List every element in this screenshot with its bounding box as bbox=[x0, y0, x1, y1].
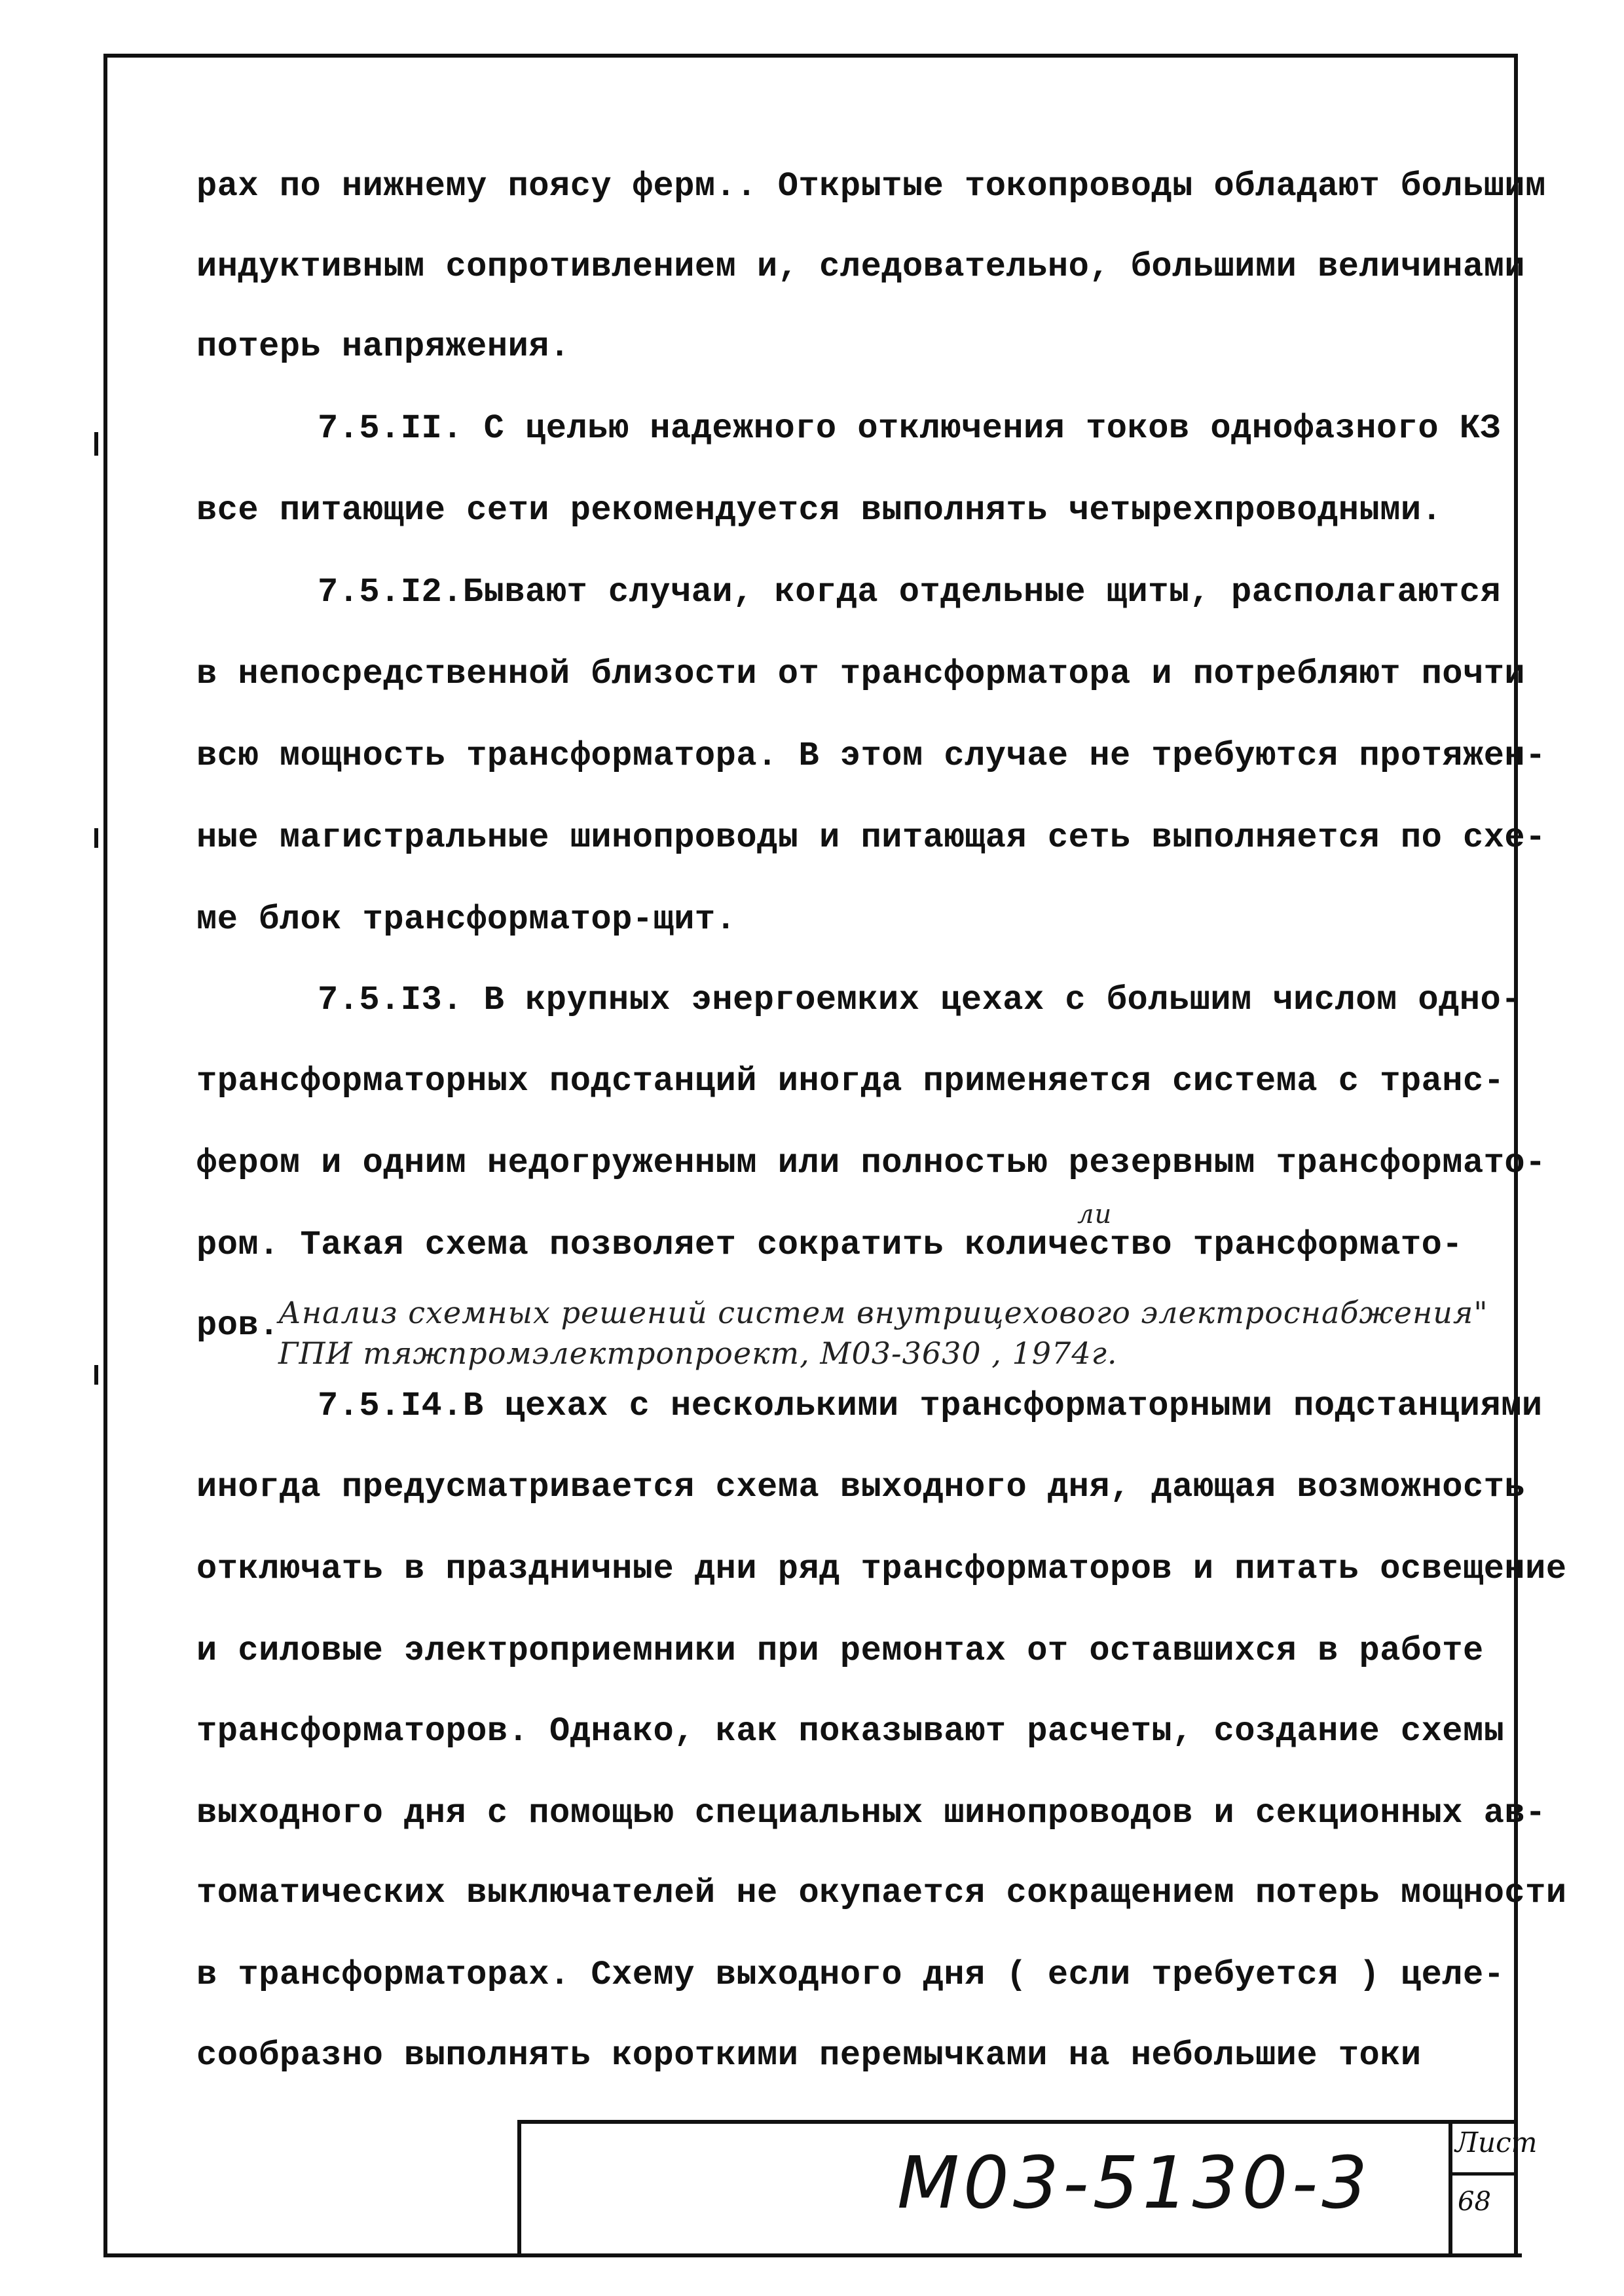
text-line: в трансформаторах. Схему выходного дня ( если требуется ) целе- bbox=[196, 1956, 1505, 1994]
sheet-divider bbox=[1449, 2172, 1518, 2176]
text-line: потерь напряжения. bbox=[196, 327, 570, 366]
text-line: в непосредственной близости от трансформатора и потребляют почти bbox=[196, 655, 1526, 693]
text-line: и силовые электроприемники при ремонтах от оставшихся в работе bbox=[196, 1631, 1484, 1670]
paragraph-7-5-12: 7.5.I2.Бывают случаи, когда отдельные щиты, располагаются bbox=[318, 573, 1502, 611]
text-line: сообразно выполнять короткими перемычками на небольшие токи bbox=[196, 2036, 1422, 2075]
handwritten-insert: ли bbox=[1077, 1199, 1113, 1230]
document-code: М03-5130-3 bbox=[897, 2141, 1372, 2225]
text-line: томатических выключателей не окупается сокращением потерь мощности bbox=[196, 1874, 1567, 1912]
paragraph-7-5-11: 7.5.II. С целью надежного отключения токов однофазного КЗ bbox=[318, 409, 1502, 448]
text-line: ме блок трансформатор-щит. bbox=[196, 900, 737, 939]
sheet-number: 68 bbox=[1458, 2187, 1491, 2217]
text-line: ные магистральные шинопроводы и питающая сеть выполняется по схе- bbox=[196, 818, 1546, 857]
text-line: все питающие сети рекомендуется выполнять четырехпроводными. bbox=[196, 491, 1443, 530]
text-line: ром. Такая схема позволяет сократить количество трансформато- bbox=[196, 1226, 1464, 1264]
handwritten-reference-line-1: Анализ схемных решений систем внутрицехового электроснабжения" bbox=[278, 1295, 1488, 1330]
text-line: выходного дня с помощью специальных шинопроводов и секционных ав- bbox=[196, 1794, 1546, 1832]
handwritten-reference-line-2: ГПИ тяжпромэлектропроект, М03-3630 , 1974г. bbox=[278, 1336, 1118, 1371]
text-line: отключать в праздничные дни ряд трансформаторов и питать освещение bbox=[196, 1550, 1567, 1588]
text-line: фером и одним недогруженным или полностью резервным трансформато- bbox=[196, 1144, 1546, 1182]
text-line: индуктивным сопротивлением и, следовательно, большими величинами bbox=[196, 247, 1526, 286]
text-line: иногда предусматривается схема выходного дня, дающая возможность bbox=[196, 1468, 1526, 1506]
text-line: всю мощность трансформатора. В этом случае не требуются протяжен- bbox=[196, 737, 1546, 775]
text-line: трансформаторов. Однако, как показывают расчеты, создание схемы bbox=[196, 1712, 1505, 1751]
paragraph-7-5-13: 7.5.I3. В крупных энергоемких цехах с большим числом одно- bbox=[318, 981, 1522, 1019]
paragraph-7-5-14: 7.5.I4.В цехах с несколькими трансформаторными подстанциями bbox=[318, 1387, 1543, 1425]
text-line: ров. bbox=[196, 1306, 280, 1345]
edge-mark bbox=[94, 1365, 98, 1385]
text-line: трансформаторных подстанций иногда применяется система с транс- bbox=[196, 1062, 1505, 1101]
edge-mark bbox=[94, 432, 98, 456]
edge-mark bbox=[94, 828, 98, 848]
text-line: рах по нижнему поясу ферм.. Открытые токопроводы обладают большим bbox=[196, 167, 1546, 206]
sheet-label: Лист bbox=[1455, 2126, 1538, 2159]
